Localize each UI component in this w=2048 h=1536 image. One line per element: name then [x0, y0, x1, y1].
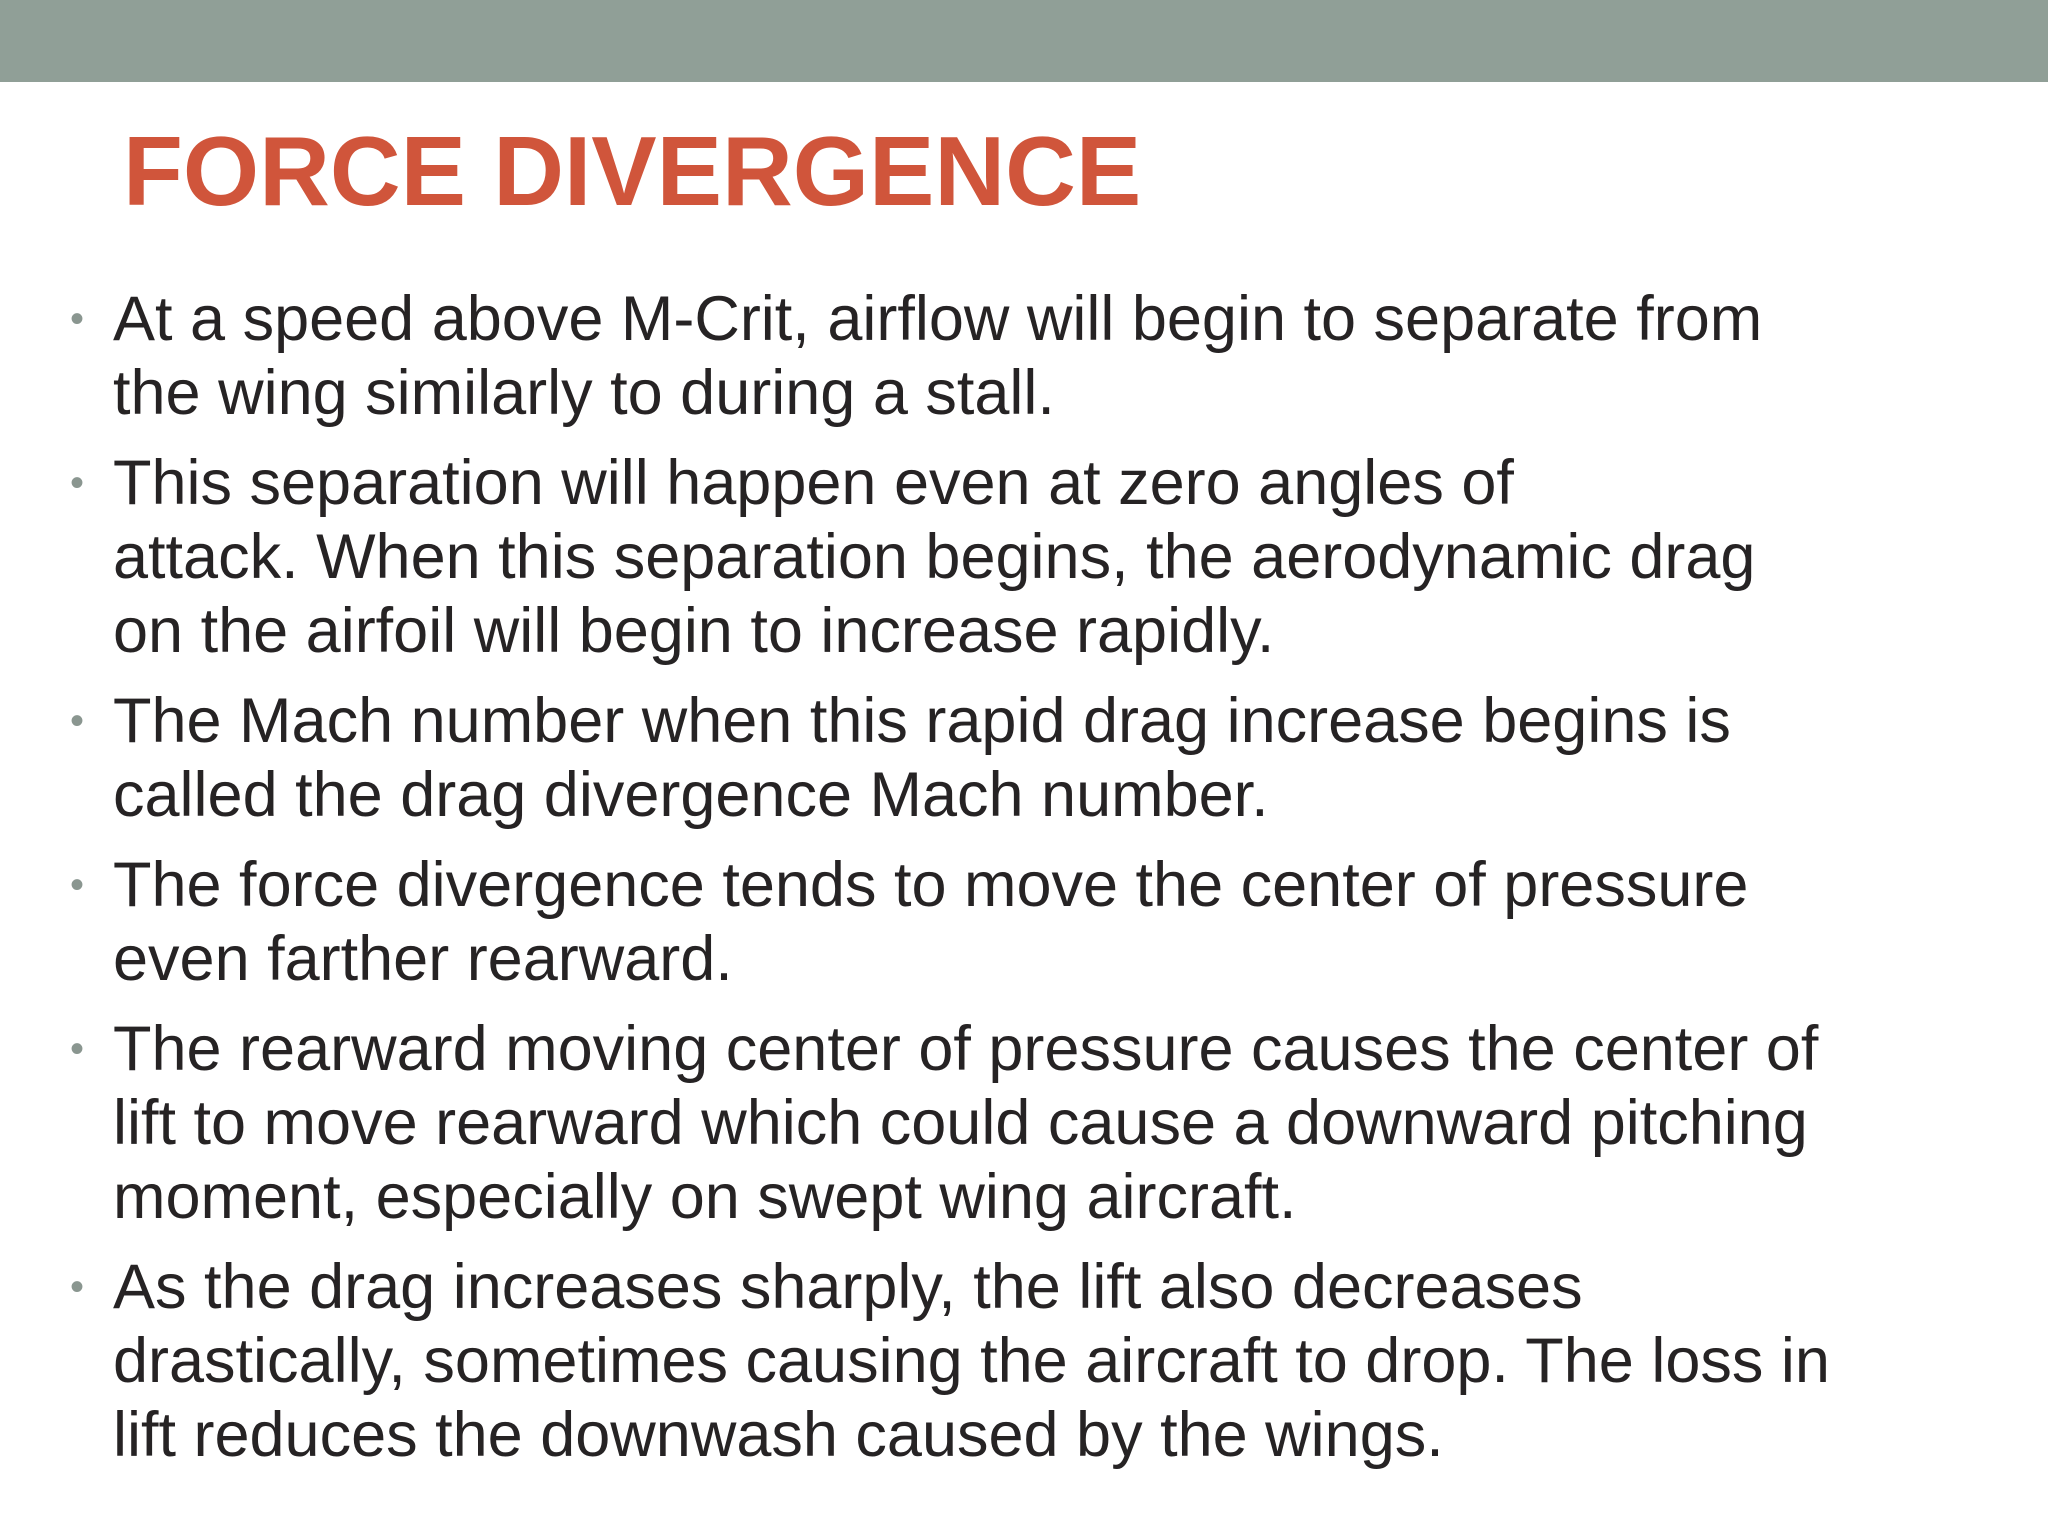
bullet-marker: • [70, 699, 85, 743]
bullet-marker: • [70, 1265, 85, 1309]
bullet-item [70, 446, 2000, 668]
bullet-item [70, 282, 2000, 430]
slide-title: FORCE DIVERGENCE [123, 116, 1142, 226]
bullet-text: The force divergence tends to move the center of pressure even farther rearward. [113, 850, 1749, 994]
top-accent-band [0, 0, 2048, 82]
bullet-item [70, 684, 2000, 832]
bullet-marker: • [70, 297, 85, 341]
bullet-text: The Mach number when this rapid drag increase begins is called the drag divergence Mach number. [113, 686, 1731, 830]
bullet-item [70, 1250, 2000, 1472]
bullet-text: As the drag increases sharply, the lift also decreases drastically, sometimes causing the aircraft to drop. The loss in lift reduces the downwash caused by the wings. [113, 1252, 1830, 1470]
bullet-item [70, 848, 2000, 996]
bullet-item [70, 1012, 2000, 1234]
bullet-marker: • [70, 461, 85, 505]
bullet-text: The rearward moving center of pressure causes the center of lift to move rearward which could cause a downward pitching moment, especially on swept wing aircraft. [113, 1014, 1819, 1232]
bullet-text: At a speed above M-Crit, airflow will begin to separate from the wing similarly to during a stall. [113, 284, 1763, 428]
bullet-text: This separation will happen even at zero angles of attack. When this separation begins, the aerodynamic drag on the airfoil will begin to increase rapidly. [113, 448, 1756, 666]
bullet-marker: • [70, 863, 85, 907]
bullet-marker: • [70, 1027, 85, 1071]
bullet-list [70, 282, 2000, 1488]
